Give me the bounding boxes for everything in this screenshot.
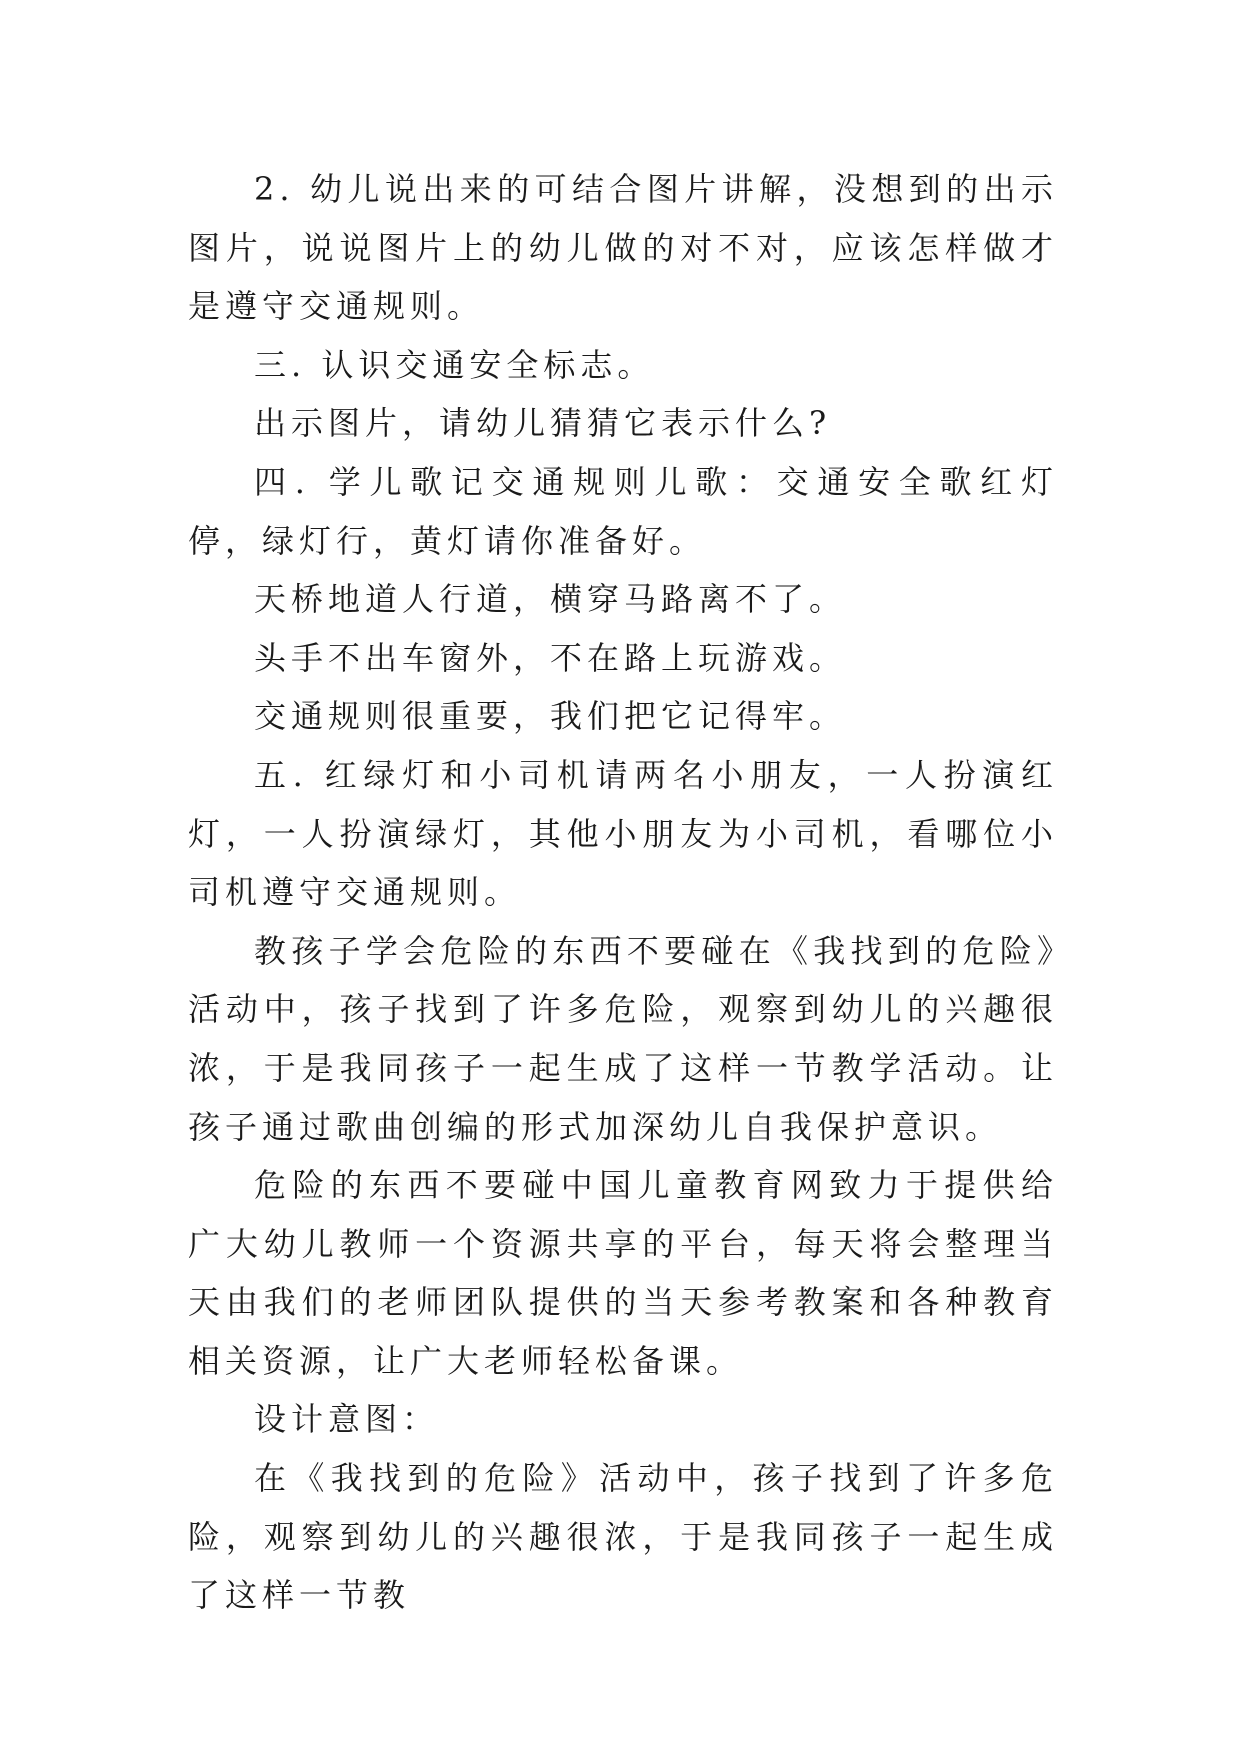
paragraph-design-intent-heading: 设计意图： [254,1400,440,1439]
paragraph-danger-activity: 教孩子学会危险的东西不要碰在《我找到的危险》活动中，孩子找到了许多危险，观察到幼儿的兴趣很浓，于是我同孩子一起生成了这样一节教学活动。让孩子通过歌曲创编的形式加深幼儿自我保护意识。 [188,931,1058,1146]
paragraph-step-5-game: 五. 红绿灯和小司机请两名小朋友，一人扮演红灯，一人扮演绿灯，其他小朋友为小司机，看哪位小司机遵守交通规则。 [188,755,1058,912]
paragraph-website-intro: 危险的东西不要碰中国儿童教育网致力于提供给广大幼儿教师一个资源共享的平台，每天将会整理当天由我们的老师团队提供的当天参考教案和各种教育相关资源，让广大老师轻松备课。 [188,1166,1058,1380]
paragraph-song-line-1: 天桥地道人行道，横穿马路离不了。 [254,580,847,619]
paragraph-song-line-3: 交通规则很重要，我们把它记得牢。 [254,697,847,736]
paragraph-step-3-heading: 三. 认识交通安全标志。 [254,345,655,384]
document-body [188,160,1058,1625]
paragraph-instruction-2: 2. 幼儿说出来的可结合图片讲解，没想到的出示图片，说说图片上的幼儿做的对不对，应该怎样做才是遵守交通规则。 [188,170,1058,326]
paragraph-song-line-2: 头手不出车窗外，不在路上玩游戏。 [254,638,847,677]
paragraph-step-4-song: 四. 学儿歌记交通规则儿歌：交通安全歌红灯停，绿灯行，黄灯请你准备好。 [188,462,1058,560]
paragraph-show-picture: 出示图片，请幼儿猜猜它表示什么? [254,404,832,443]
paragraph-design-intent-body: 在《我找到的危险》活动中，孩子找到了许多危险，观察到幼儿的兴趣很浓，于是我同孩子一起生成了这样一节教 [188,1459,1058,1615]
